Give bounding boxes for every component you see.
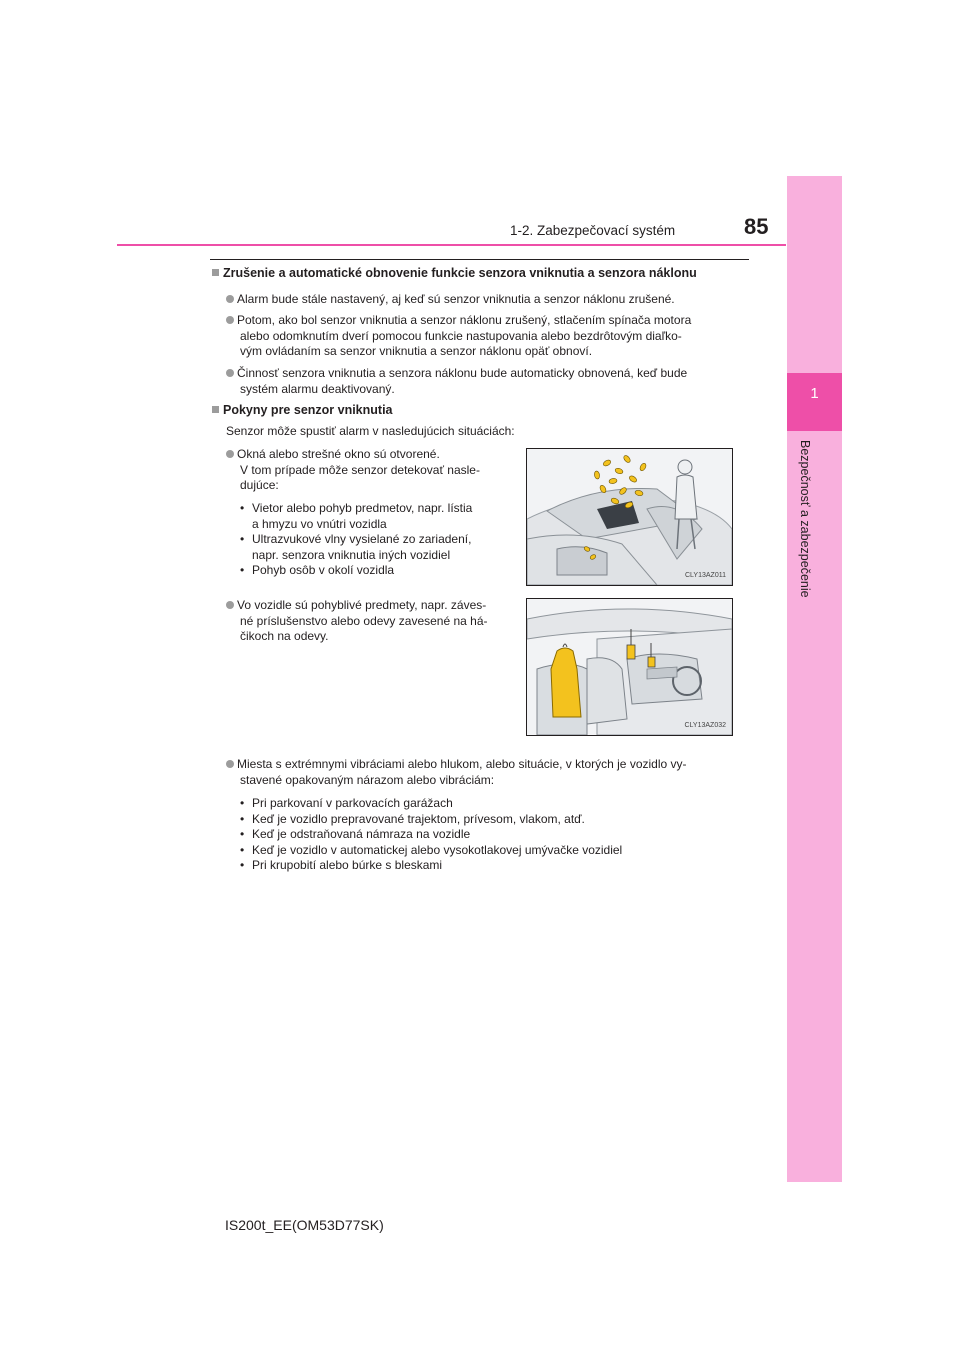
illustration-interior-hanging-items [526,598,733,736]
list-item: • Pohyb osôb v okolí vozidla [240,563,395,577]
illustration-sunroof-leaves [526,448,733,586]
chapter-number: 1 [810,385,819,402]
list-item: • Keď je vozidlo v automatickej alebo vysokotlakovej umývačke vozidiel [240,842,623,857]
list-item: • Pri parkovaní v parkovacích garážach [240,796,453,810]
round-bullet-icon [226,601,234,609]
chapter-side-tab [787,176,842,1182]
image-code: CLY13AZ032 [684,722,726,729]
section-title: 1-2. Zabezpečovací systém [510,223,676,238]
round-bullet-icon [226,316,234,324]
list-item: • Vietor alebo pohyb predmetov, napr. lístia [240,501,473,515]
list-item-cont: a hmyzu vo vnútri vozidla [252,516,387,531]
round-bullet-icon [226,369,234,377]
case-vibrations-sublist [240,796,750,874]
list-item: • Ultrazvukové vlny vysielané zo zariadení, [240,532,472,546]
case-open-windows-sublist [240,501,517,579]
chapter-tab-active [787,373,842,431]
bullet-alarm-set: Alarm bude stále nastavený, aj keď sú senzor vniknutia a senzor náklonu zrušené. [226,292,751,308]
list-item-cont: napr. senzora vniknutia iných vozidiel [252,547,451,562]
case-open-windows: Okná alebo strešné okno sú otvorené. V tom prípade môže senzor detekovať nasle- dujúce: [226,447,516,494]
list-item: • Pri krupobití alebo búrke s bleskami [240,858,443,872]
round-bullet-icon [226,450,234,458]
list-item: • Keď je odstraňovaná námraza na vozidle [240,827,471,841]
case-vibrations: Miesta s extrémnymi vibráciami alebo hlukom, alebo situácie, v ktorých je vozidlo vy- stavené opakovaným nárazom alebo vibráciám: [226,757,751,788]
case-moving-objects: Vo vozidle sú pohyblivé predmety, napr. záves- né príslušenstvo alebo odevy zavesené na há- čikoch na odevy. [226,598,518,645]
round-bullet-icon [226,295,234,303]
square-bullet-icon [212,406,219,413]
page-number: 85 [744,214,769,239]
heading-cancel-restore: Zrušenie a automatické obnovenie funkcie senzora vniknutia a senzora náklonu [212,266,752,280]
square-bullet-icon [212,269,219,276]
list-item: • Keď je vozidlo prepravované trajektom, prívesom, vlakom, atď. [240,811,585,826]
chapter-title-vertical [795,440,817,620]
chapter-title: Bezpečnosť a zabezpečenie [798,440,812,598]
intro-text: Senzor môže spustiť alarm v nasledujúcich situáciách: [226,424,515,438]
bullet-restore-after-cancel: Potom, ako bol senzor vniknutia a senzor náklonu zrušený, stlačením spínača motora alebo odomknutím dverí pomocou funkcie nastupovania alebo bezdrôtovým diaľko- vým ovládaním sa senzor vniknutia a senzor náklonu opäť obnoví. [226,313,751,360]
document-code-footer: IS200t_EE(OM53D77SK) [225,1217,384,1233]
header-rule [117,244,786,246]
heading-intrusion-sensor-tips: Pokyny pre senzor vniknutia [212,403,752,417]
bullet-auto-restore: Činnosť senzora vniknutia a senzora náklonu bude automaticky obnovená, keď bude systém alarmu deaktivovaný. [226,366,751,397]
content-rule [210,259,749,260]
image-code: CLY13AZ011 [685,572,726,579]
round-bullet-icon [226,760,234,768]
